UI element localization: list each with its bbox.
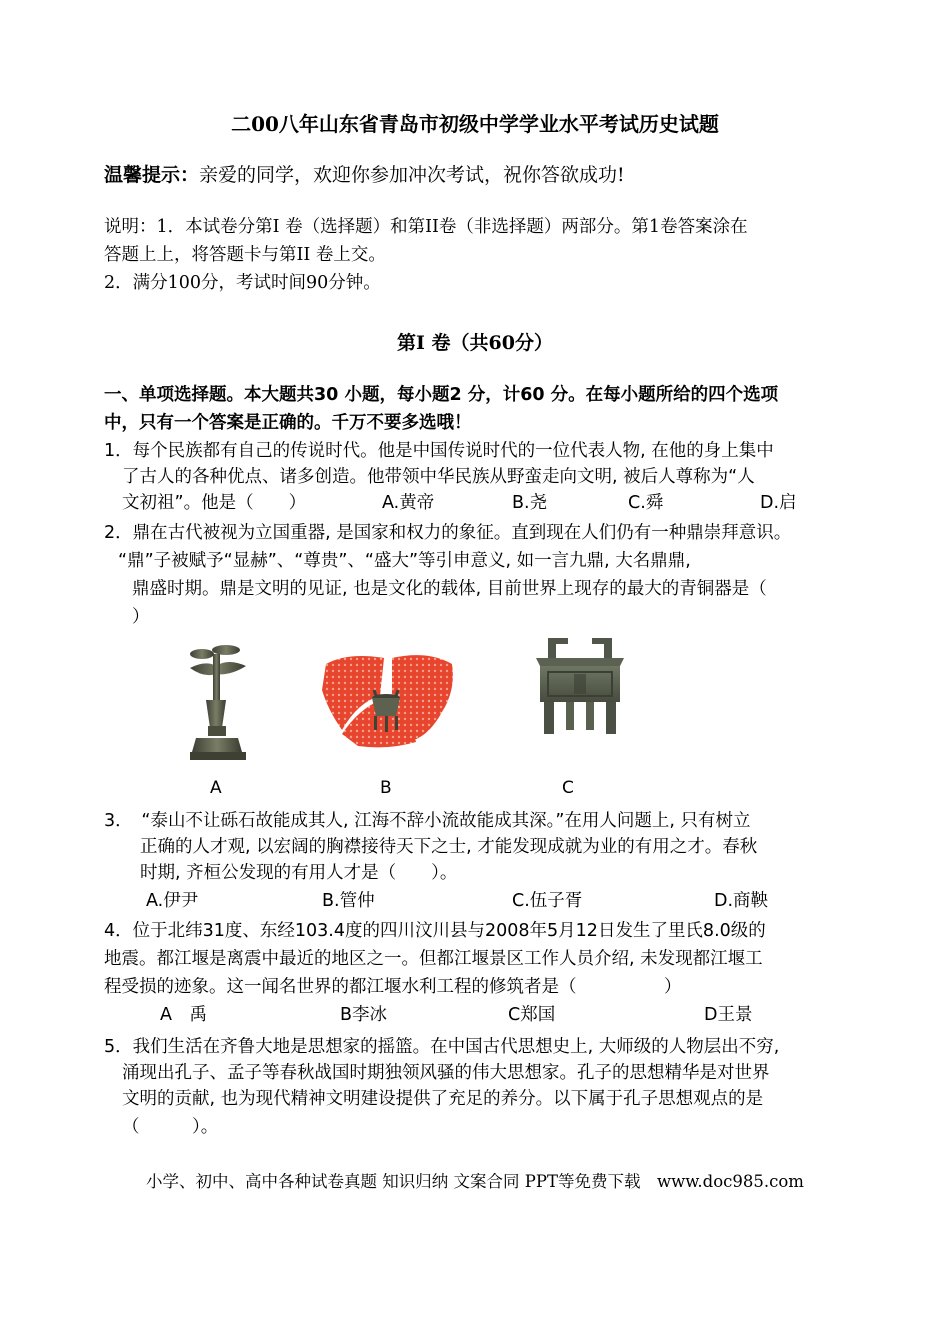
note-line: 答题上上，将答题卡与第II 卷上交。 [104, 245, 386, 265]
q4-line: 程受损的迹象。这一闻名世界的都江堰水利工程的修筑者是（ ） [104, 977, 682, 997]
q4-option-d: D王景 [704, 1005, 753, 1025]
q4-line: 地震。都江堰是离震中最近的地区之一。但都江堰景区工作人员介绍, 未发现都江堰工 [104, 949, 763, 969]
q1-line: 文初祖”。他是（ ） [122, 493, 307, 513]
q2-line: “鼎”子被赋予“显赫”、“尊贵”、“盛大”等引申意义, 如一言九鼎, 大名鼎鼎, [118, 551, 691, 571]
q5-line: 5．我们生活在齐鲁大地是思想家的摇篮。在中国古代思想史上, 大师级的人物层出不穷, [104, 1037, 780, 1057]
q1-option-d: D.启 [760, 493, 797, 513]
q1-line: 了古人的各种优点、诸多创造。他带领中华民族从野蛮走向文明, 被后人尊称为“人 [122, 467, 755, 487]
q1-line: 1．每个民族都有自己的传说时代。他是中国传说时代的一位代表人物, 在他的身上集中 [104, 441, 774, 461]
q5-line: 文明的贡献, 也为现代精神文明建设提供了充足的养分。以下属于孔子思想观点的是 [122, 1089, 764, 1109]
instruction-line: 中，只有一个答案是正确的。千万不要多选哦！ [104, 413, 472, 433]
warm-tip [104, 160, 625, 187]
figure-label-c: C [562, 778, 574, 798]
q3-option-d: D.商鞅 [714, 891, 769, 911]
warm-tip-label: 温馨提示： [104, 164, 200, 186]
page-title: 二00八年山东省青岛市初级中学学业水平考试历史试题 [231, 112, 719, 136]
q1-option-a: A.黄帝 [382, 493, 435, 513]
q3-option-a: A.伊尹 [146, 891, 199, 911]
instruction-line: 一、单项选择题。本大题共30 小题，每小题2 分，计60 分。在每小题所给的四个选项 [104, 385, 779, 405]
section-title: 第Ⅰ 卷（共60分） [397, 332, 553, 354]
q4-option-b: B李冰 [340, 1005, 388, 1025]
red-cloth-tripod-image [318, 650, 458, 750]
q2-line: 鼎盛时期。鼎是文明的见证, 也是文化的载体, 目前世界上现存的最大的青铜器是（ [132, 579, 767, 599]
note-line: 说明：1．本试卷分第Ⅰ 卷（选择题）和第II卷（非选择题）两部分。第1卷答案涂在 [104, 217, 748, 237]
page-footer: 小学、初中、高中各种试卷真题 知识归纳 文案合同 PPT等免费下载 www.doc985.com [146, 1172, 804, 1191]
q4-line: 4．位于北纬31度、东经103.4度的四川汶川县与2008年5月12日发生了里氏8.0级的 [104, 921, 766, 941]
q4-option-a: A 禹 [160, 1005, 207, 1025]
warm-tip-text: 亲爱的同学，欢迎你参加冲次考试，祝你答欲成功! [199, 164, 625, 186]
figure-label-a: A [210, 778, 222, 798]
q2-line: 2．鼎在古代被视为立国重器, 是国家和权力的象征。直到现在人们仍有一种鼎崇拜意识。 [104, 523, 792, 543]
bronze-lamp-image [186, 640, 250, 764]
q5-line: 涌现出孔子、孟子等春秋战国时期独领风骚的伟大思想家。孔子的思想精华是对世界 [122, 1063, 770, 1083]
q4-option-c: C郑国 [508, 1005, 556, 1025]
note-line: 2．满分100分，考试时间90分钟。 [104, 273, 381, 293]
q1-option-b: B.尧 [512, 493, 548, 513]
q3-option-b: B.管仲 [322, 891, 375, 911]
q3-line: 3． “泰山不让砾石故能成其人, 江海不辞小流故能成其深。”在用人问题上, 只有树立 [104, 811, 751, 831]
figure-label-b: B [380, 778, 392, 798]
q3-line: 时期, 齐桓公发现的有用人才是（ ）。 [140, 863, 458, 883]
q3-option-c: C.伍子胥 [512, 891, 583, 911]
q5-line: （ ）。 [122, 1117, 219, 1137]
q1-option-c: C.舜 [628, 493, 664, 513]
q2-line: ） [132, 607, 150, 627]
simuwu-ding-image [530, 636, 630, 738]
q3-line: 正确的人才观, 以宏阔的胸襟接待天下之士, 才能发现成就为业的有用之才。春秋 [140, 837, 758, 857]
